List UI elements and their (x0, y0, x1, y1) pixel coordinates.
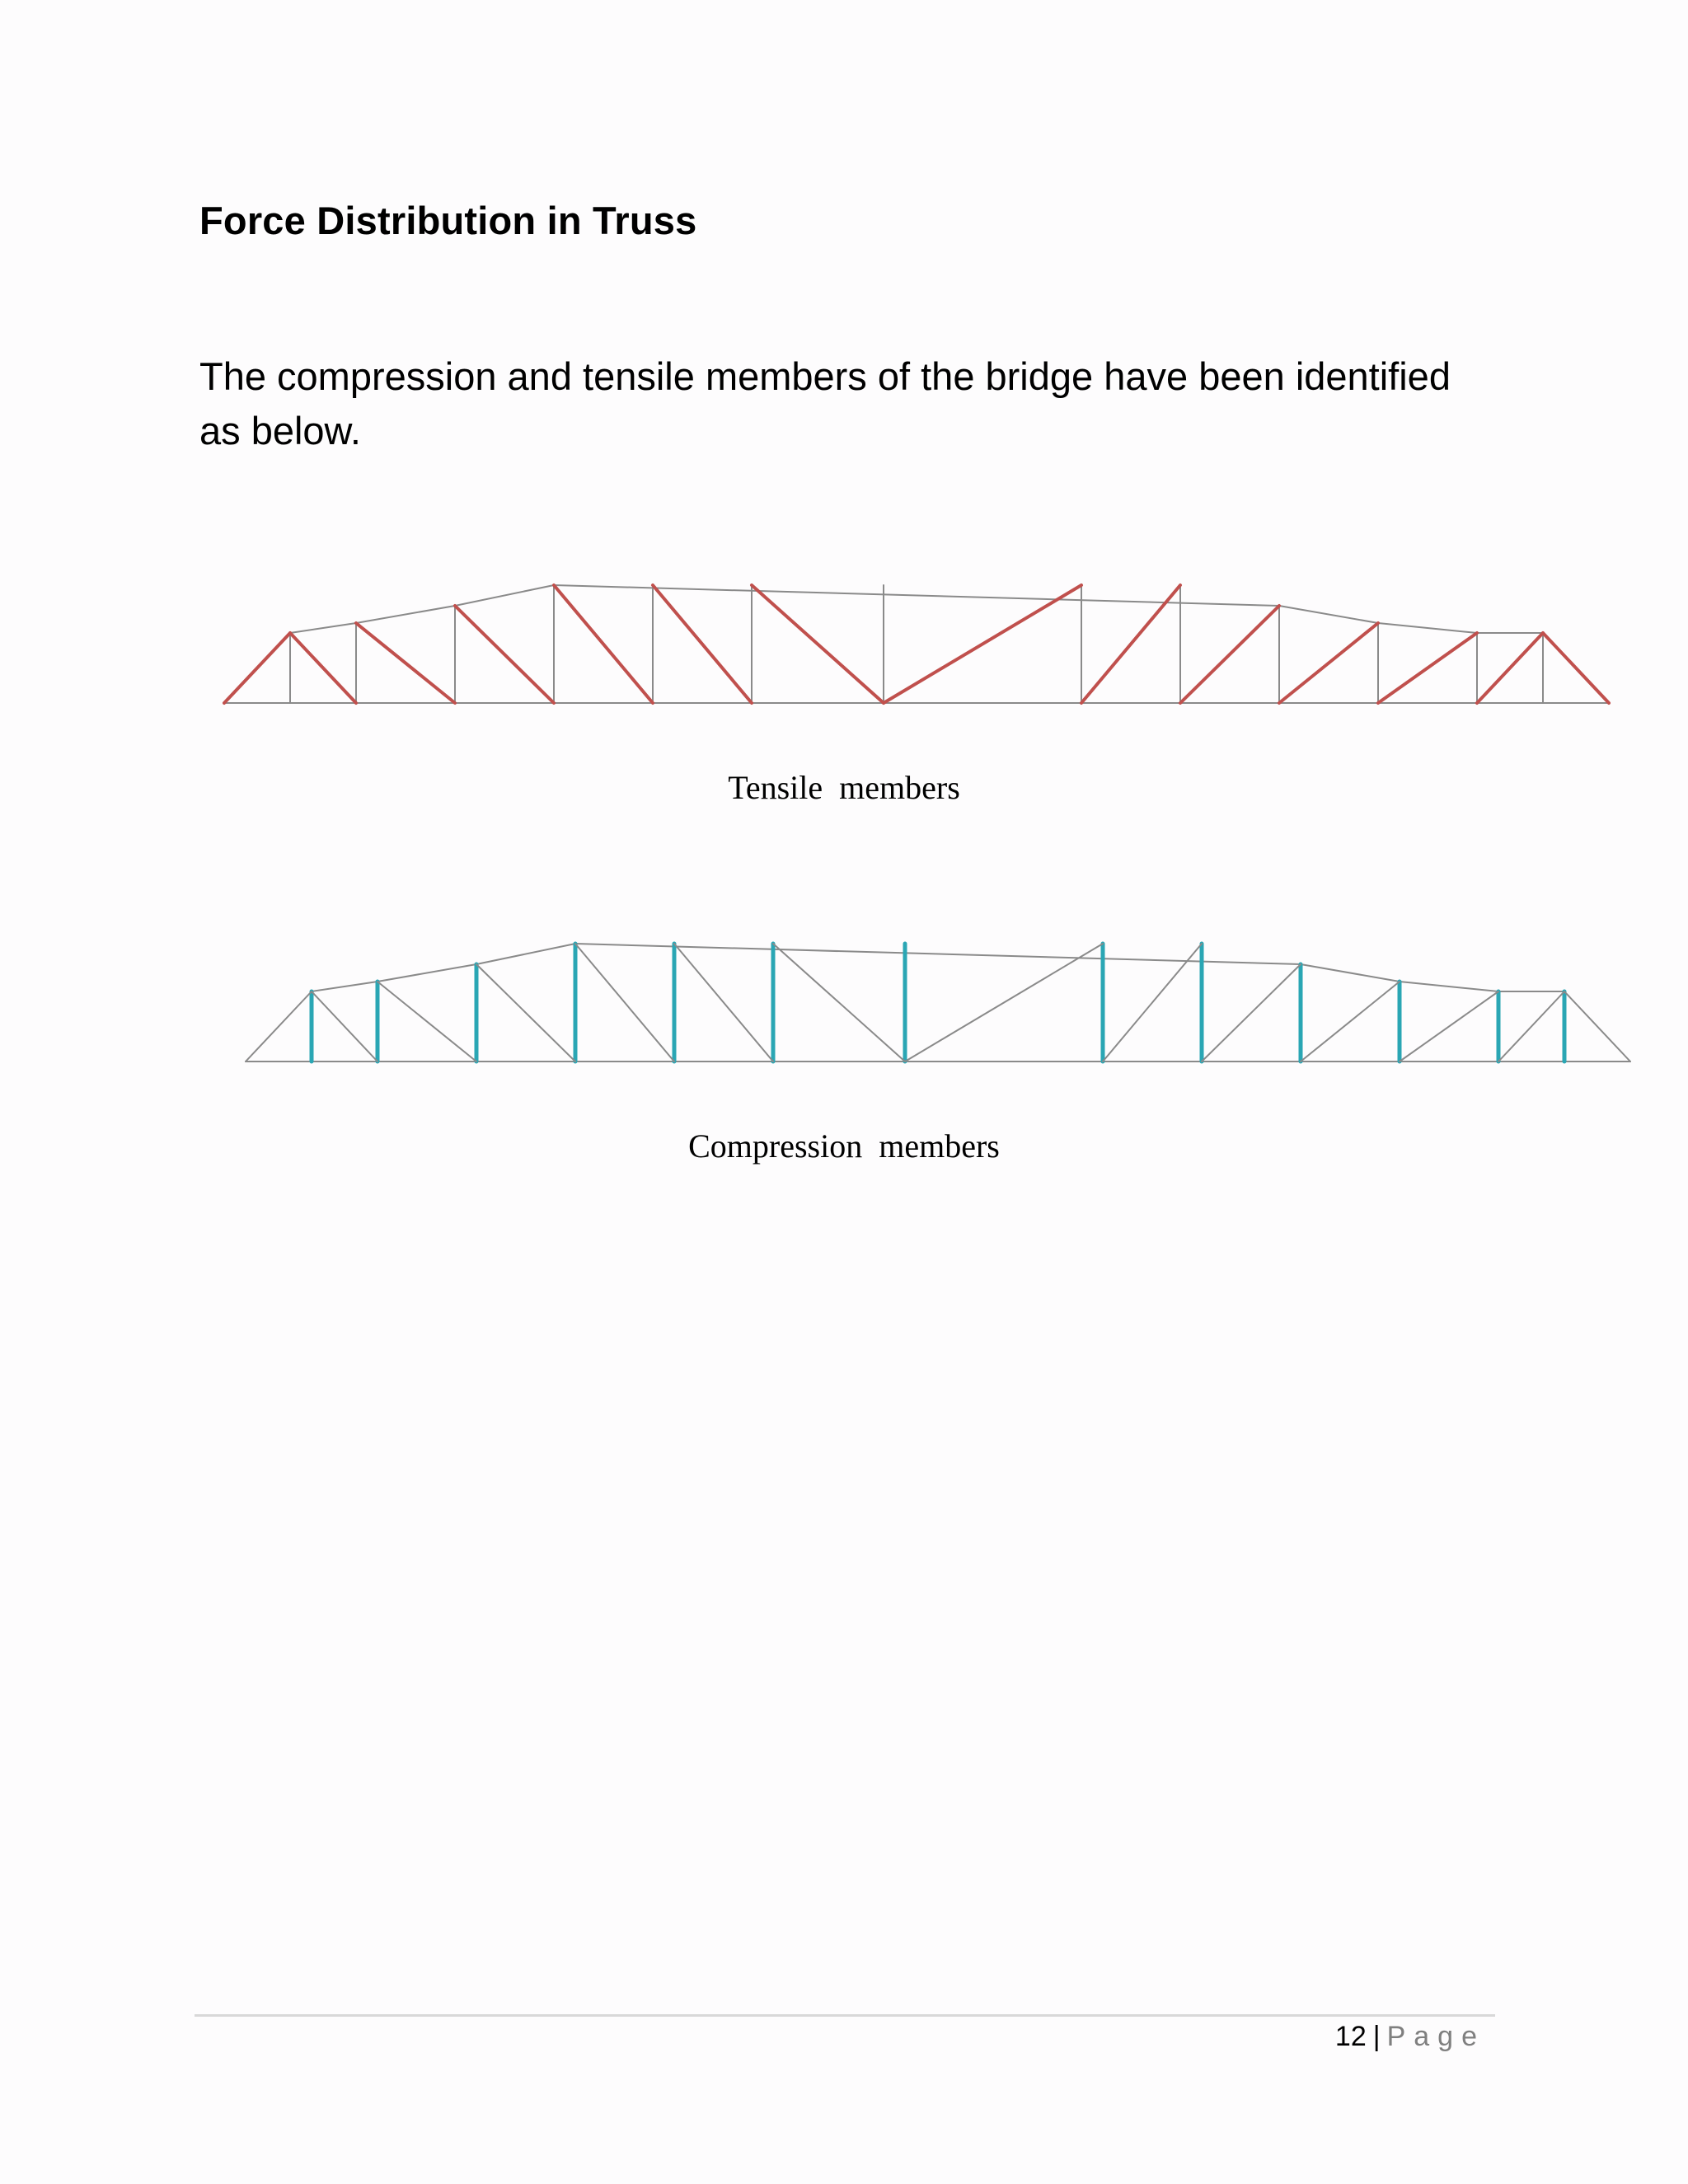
diagonal-member (674, 944, 773, 1062)
diagonal-member (1180, 606, 1279, 703)
page-number: 12 (1334, 2021, 1367, 2052)
tensile-truss-diagram (0, 577, 1688, 725)
diagonal-member (554, 585, 653, 703)
compression-truss-figure (0, 935, 1688, 1183)
top-chord (377, 964, 476, 982)
diagonal-member (476, 964, 575, 1062)
diagonal-member (1202, 964, 1301, 1062)
diagonal-member (905, 944, 1103, 1062)
diagonal-member (1103, 944, 1202, 1062)
diagonal-member (773, 944, 905, 1062)
diagonal-member (1498, 991, 1564, 1062)
tensile-truss-figure (0, 577, 1688, 824)
end-diagonal (246, 991, 312, 1062)
top-chord (476, 944, 575, 964)
diagonal-member (312, 991, 377, 1062)
diagonal-member (377, 982, 476, 1062)
top-chord (455, 585, 554, 606)
top-chord (1279, 606, 1378, 623)
compression-caption: Compression members (688, 1127, 1000, 1165)
compression-truss-diagram (0, 935, 1688, 1084)
footer-rule (195, 2014, 1495, 2017)
page-footer (1335, 2016, 1485, 2057)
diagonal-member (653, 585, 752, 703)
footer-separator: | (1372, 2021, 1381, 2052)
diagonal-member (1477, 633, 1543, 703)
diagonal-member (356, 623, 455, 703)
intro-paragraph: The compression and tensile members of the bridge have been identified as below. (199, 354, 1451, 452)
diagonal-member (455, 606, 554, 703)
diagonal-member (752, 585, 884, 703)
top-chord (356, 606, 455, 623)
end-diagonal (1564, 991, 1630, 1062)
end-diagonal (1543, 633, 1609, 703)
top-chord (1301, 964, 1400, 982)
diagonal-member (575, 944, 674, 1062)
top-chord (312, 982, 377, 991)
top-chord (1400, 982, 1498, 991)
diagonal-member (1081, 585, 1180, 703)
tensile-caption: Tensile members (728, 769, 960, 806)
diagonal-member (1301, 982, 1400, 1062)
diagonal-member (290, 633, 356, 703)
page-label: Page (1386, 2021, 1485, 2052)
diagonal-member (1279, 623, 1378, 703)
diagonal-member (1400, 991, 1498, 1062)
top-chord (1378, 623, 1477, 633)
diagonal-member (1378, 633, 1477, 703)
page-heading: Force Distribution in Truss (199, 199, 697, 242)
diagonal-member (884, 585, 1081, 703)
top-chord (290, 623, 356, 633)
end-diagonal (224, 633, 290, 703)
top-chord (575, 944, 1301, 964)
